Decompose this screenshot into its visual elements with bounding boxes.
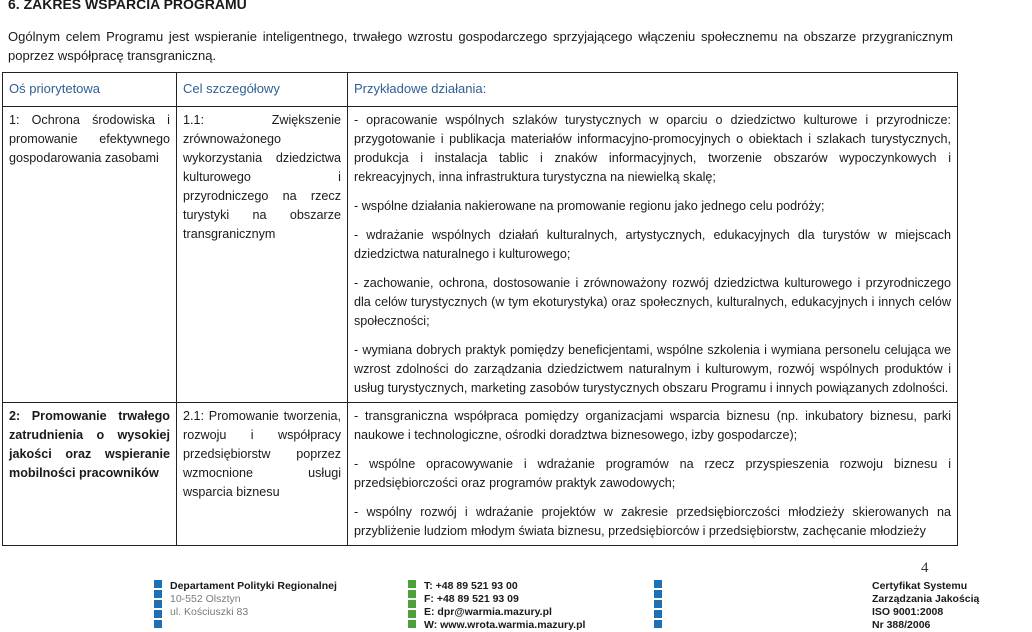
page-footer — [0, 578, 980, 631]
support-scope-table — [2, 72, 958, 546]
footer-cert-line3: ISO 9001:2008 — [872, 606, 944, 618]
footer-dept-name: Departament Polityki Regionalnej — [170, 580, 337, 592]
footer-phone: T: +48 89 521 93 00 — [424, 580, 518, 592]
footer-email: E: dpr@warmia.mazury.pl — [424, 606, 552, 618]
footer-dept-street: ul. Kościuszki 83 — [170, 606, 249, 618]
priority-axis-cell: 1: Ochrona środowiska i promowanie efektywnego gospodarowania zasobami — [3, 107, 177, 403]
action-item: - wspólne działania nakierowane na promowanie regionu jako jednego celu podróży; — [354, 199, 825, 213]
specific-goal-cell: 1.1: Zwiększenie zrównoważonego wykorzystania dziedzictwa kulturowego i przyrodniczego na rzecz turystyki na obszarze transgranicznym — [177, 107, 348, 403]
table-header-row — [3, 73, 958, 107]
section-heading: 6. ZAKRES WSPARCIA PROGRAMU — [8, 0, 247, 12]
footer-website: W: www.wrota.warmia.mazury.pl — [424, 619, 586, 631]
page-number: 4 — [921, 560, 929, 576]
actions-cell — [348, 403, 958, 546]
priority-axis-cell: 2: Promowanie trwałego zatrudnienia o wysokiej jakości oraz wspieranie mobilności pracowników — [3, 403, 177, 546]
action-item: - wspólny rozwój i wdrażanie projektów w zakresie przedsiębiorczości młodzieży skierowanych na przybliżenie ludziom młodym świata biznesu, przedsiębiorców i przedsiębiorstw, zachęcanie młodzieży — [354, 505, 951, 538]
header-actions: Przykładowe działania: — [348, 73, 958, 107]
action-item: - opracowanie wspólnych szlaków turystycznych w oparciu o dziedzictwo kulturowe i przyrodnicze: przygotowanie i publikacja materiałów informacyjno-promocyjnych o obiektach i szlakach turystycznych, produkcja i instalacja tablic i znaków informacyjnych, tworzenie obszarów wypoczynkowych i rekreacyjnych, inna infrastruktura turystyczna na niewielką skalę; — [354, 113, 951, 184]
blue-bars-decoration — [154, 580, 162, 628]
action-item: - zachowanie, ochrona, dostosowanie i zrównoważony rozwój dziedzictwa kulturowego i przyrodniczego dla celów turystycznych (w tym ekoturystyka) oraz społecznych, kulturalnych, edukacyjnych i innych celów społeczności; — [354, 276, 951, 328]
footer-cert-line1: Certyfikat Systemu — [872, 580, 968, 592]
table-row — [3, 107, 958, 403]
footer-cert-line4: Nr 388/2006 — [872, 619, 931, 631]
header-goal: Cel szczegółowy — [177, 73, 348, 107]
intro-paragraph: Ogólnym celem Programu jest wspieranie inteligentnego, trwałego wzrostu gospodarczego sprzyjającego włączeniu społecznemu na obszarze przygranicznym poprzez współpracę transgraniczną. — [8, 29, 953, 63]
actions-cell — [348, 107, 958, 403]
action-item: - wymiana dobrych praktyk pomiędzy beneficjentami, wspólne szkolenia i wymiana personelu celująca we wzrost zdolności do zarządzania dziedzictwem naturalnym i kulturowym, rozwój wspólnych produktów i usług turystycznych, marketing zasobów turystycznych obszaru Programu i innych powiązanych zdolności. — [354, 343, 951, 395]
action-item: - transgraniczna współpraca pomiędzy organizacjami wsparcia biznesu (np. inkubatory biznesu, parki naukowe i technologiczne, ośrodki doradztwa biznesowego, izby gospodarcze); — [354, 409, 951, 442]
action-item: - wdrażanie wspólnych działań kulturalnych, artystycznych, edukacyjnych dla turystów w miejscach dziedzictwa naturalnego i kulturowego; — [354, 228, 951, 261]
action-item: - wspólne opracowywanie i wdrażanie programów na rzecz przyspieszenia rozwoju biznesu i przedsiębiorczości oraz programów praktyk zawodowych; — [354, 457, 951, 490]
green-bars-decoration — [408, 580, 416, 628]
footer-fax: F: +48 89 521 93 09 — [424, 593, 519, 605]
blue-bars-decoration — [654, 580, 662, 628]
header-axis: Oś priorytetowa — [3, 73, 177, 107]
specific-goal-cell: 2.1: Promowanie tworzenia, rozwoju i współpracy przedsiębiorstw poprzez wzmocnione usługi wsparcia biznesu — [177, 403, 348, 546]
footer-cert-line2: Zarządzania Jakością — [872, 593, 980, 605]
table-row — [3, 403, 958, 546]
footer-dept-city: 10-552 Olsztyn — [170, 593, 241, 605]
